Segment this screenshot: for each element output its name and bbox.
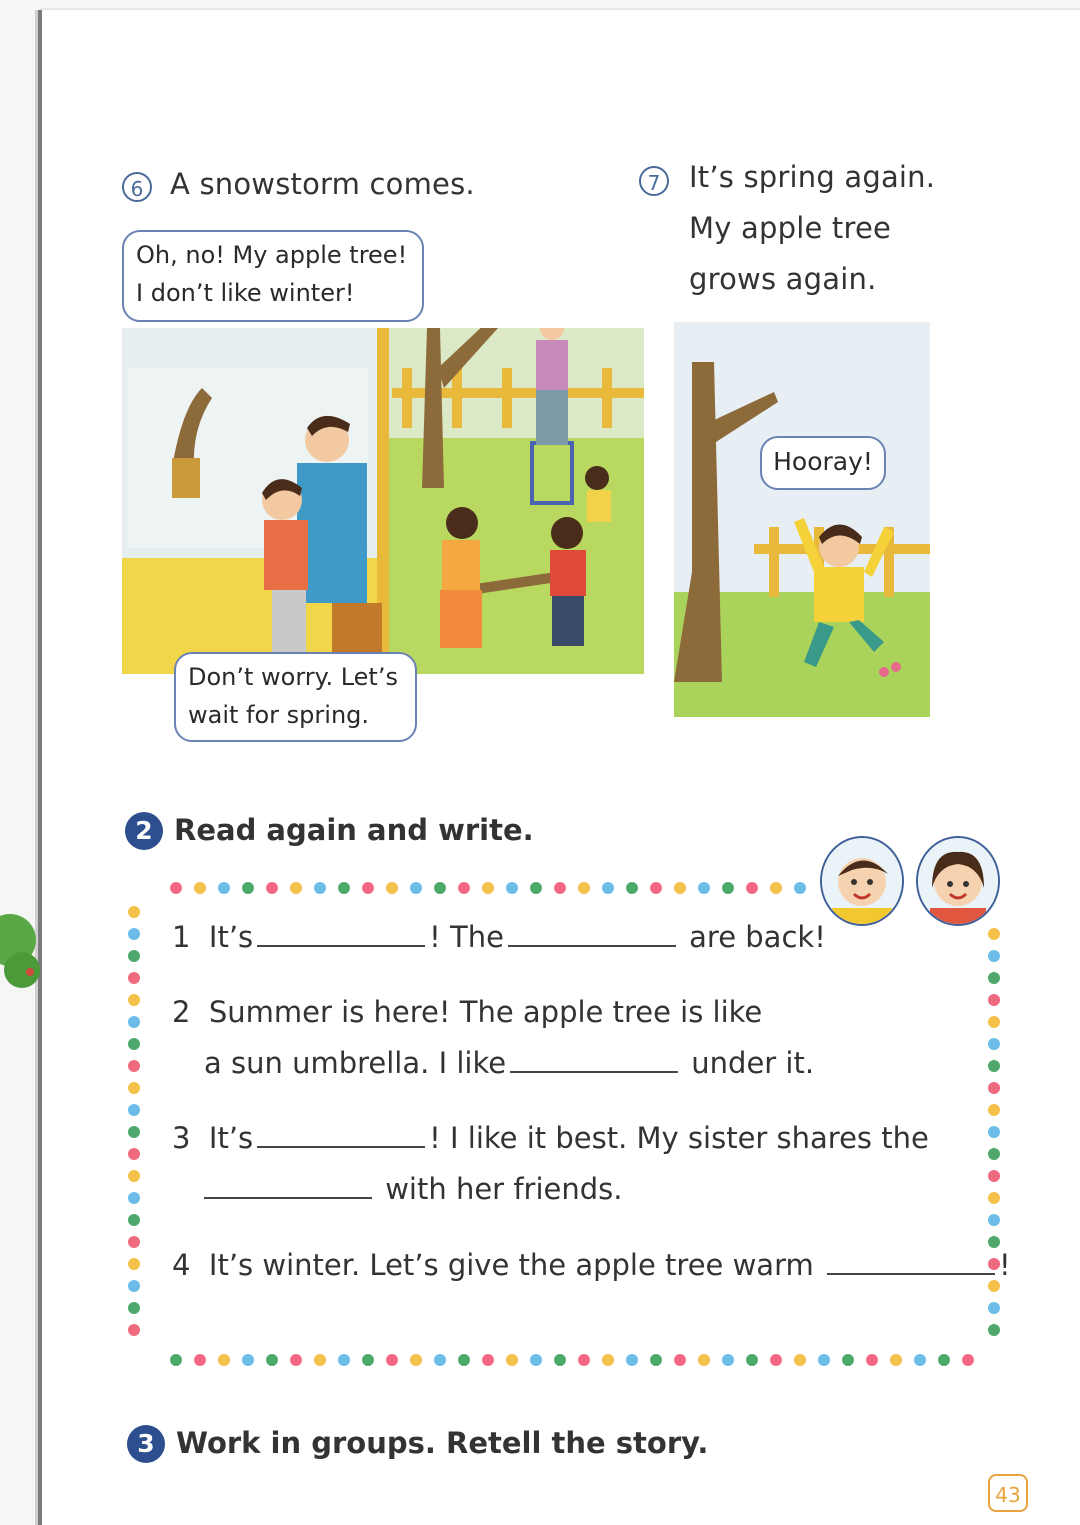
frame-dot [530,882,542,894]
frame-dot [338,1354,350,1366]
frame-dot [698,882,710,894]
item-4-blank[interactable] [827,1249,995,1275]
item-2-number: 2 [172,995,191,1029]
frame-dot [746,882,758,894]
item-3-blank-2[interactable] [204,1173,372,1199]
frame-dot [988,972,1000,984]
panel-6-caption: A snowstorm comes. [170,167,475,201]
frame-dot [650,882,662,894]
frame-dot [770,882,782,894]
frame-dot [626,882,638,894]
frame-dot [794,1354,806,1366]
frame-dot [988,1038,1000,1050]
frame-dot [988,1104,1000,1116]
item-3-number: 3 [172,1121,191,1155]
frame-dot [386,882,398,894]
frame-dot [962,1354,974,1366]
frame-dot [938,1354,950,1366]
frame-dot [194,882,206,894]
frame-dot [128,1060,140,1072]
frame-dot [242,1354,254,1366]
item-1-number: 1 [172,920,191,954]
frame-dot [128,1170,140,1182]
frame-dot [386,1354,398,1366]
frame-dot [674,882,686,894]
frame-dot [554,882,566,894]
item-2-blank[interactable] [510,1047,678,1073]
frame-dot [266,882,278,894]
frame-dot [988,1214,1000,1226]
panel-7-number: 7 [639,166,669,196]
frame-dot [266,1354,278,1366]
speech-bubble-father [174,652,417,742]
frame-dot [578,1354,590,1366]
frame-dot [458,1354,470,1366]
frame-dot [128,1302,140,1314]
frame-dot [988,1192,1000,1204]
frame-dot [482,882,494,894]
item-3-blank-1[interactable] [257,1122,425,1148]
panel-6-number: 6 [122,172,152,202]
item-2-text-b: under it. [691,1046,815,1080]
speech-bubble-boy-line-1: Oh, no! My apple tree! [136,241,408,269]
speech-bubble-hooray: Hooray! [760,436,886,490]
girl-face-icon [918,838,998,924]
frame-dot [128,1104,140,1116]
boy-avatar [820,836,904,926]
frame-dot [554,1354,566,1366]
frame-dot [530,1354,542,1366]
frame-dot [290,882,302,894]
frame-dot [458,882,470,894]
tree-edge-decoration [0,900,40,1010]
spring-scene-drawing [674,322,930,717]
frame-dot [988,994,1000,1006]
frame-dot [128,1214,140,1226]
frame-dot [338,882,350,894]
frame-dot [578,882,590,894]
panel-7-caption-line-2: My apple tree [689,211,892,245]
frame-dot [170,1354,182,1366]
exercise-item-3-line-1 [172,1121,929,1155]
item-2-text-line-1: Summer is here! The apple tree is like [208,995,763,1029]
speech-bubble-father-line-2: wait for spring. [188,701,370,729]
frame-dot [988,1236,1000,1248]
frame-dot [602,1354,614,1366]
frame-dot [128,1082,140,1094]
item-3-text-b: ! I like it best. My sister shares the [429,1121,929,1155]
frame-dot [818,1354,830,1366]
item-4-text-a: It’s winter. Let’s give the apple tree warm [208,1248,814,1282]
frame-dot [128,1148,140,1160]
panel-7-caption-line-1: It’s spring again. [689,160,936,194]
frame-dot [128,1192,140,1204]
frame-dot [988,1016,1000,1028]
frame-dot [988,1170,1000,1182]
panel-7-caption-line-3: grows again. [689,262,877,296]
activity-3-title: Work in groups. Retell the story. [176,1426,709,1460]
frame-dot [128,906,140,918]
frame-dot [314,1354,326,1366]
frame-dot [482,1354,494,1366]
frame-dot [988,1324,1000,1336]
frame-dot [128,972,140,984]
spring-illustration [674,322,930,717]
frame-dot [242,882,254,894]
frame-dot [128,1324,140,1336]
item-3-text-c: with her friends. [385,1172,623,1206]
snowstorm-scene-drawing [122,328,644,674]
frame-dot [128,928,140,940]
frame-dot [128,1038,140,1050]
snowstorm-illustration [122,328,644,674]
item-3-text-a: It’s [208,1121,254,1155]
frame-dot [290,1354,302,1366]
exercise-item-2-line-2 [204,1046,814,1080]
frame-dot [128,950,140,962]
frame-dot [194,1354,206,1366]
exercise-item-2-line-1 [172,995,762,1029]
frame-dot [434,1354,446,1366]
textbook-page [42,10,1080,1525]
frame-dot [170,882,182,894]
frame-dot [218,882,230,894]
frame-dot [128,1258,140,1270]
frame-dot [434,882,446,894]
speech-bubble-father-line-1: Don’t worry. Let’s [188,663,398,691]
activity-3-badge: 3 [127,1425,165,1463]
frame-dot [626,1354,638,1366]
frame-dot [674,1354,686,1366]
frame-dot [746,1354,758,1366]
frame-dot [128,1280,140,1292]
frame-dot [128,1236,140,1248]
frame-dot [988,928,1000,940]
frame-dot [988,950,1000,962]
exercise-item-3-line-2 [204,1172,622,1206]
frame-dot [914,1354,926,1366]
frame-dot [410,1354,422,1366]
frame-dot [506,882,518,894]
frame-dot [722,882,734,894]
item-1-text-c: are back! [689,920,826,954]
frame-dot [890,1354,902,1366]
frame-dot [362,882,374,894]
frame-dot [314,882,326,894]
frame-dot [698,1354,710,1366]
item-4-number: 4 [172,1248,191,1282]
item-4-text-b: ! [998,1248,1011,1282]
speech-bubble-boy-line-2: I don’t like winter! [136,279,355,307]
frame-dot [988,1148,1000,1160]
frame-dot [988,1060,1000,1072]
frame-dot [650,1354,662,1366]
boy-face-icon [822,838,902,924]
frame-dot [128,994,140,1006]
girl-avatar [916,836,1000,926]
frame-dot [722,1354,734,1366]
item-1-blank-1[interactable] [257,921,425,947]
frame-dot [506,1354,518,1366]
activity-2-badge: 2 [125,812,163,850]
exercise-item-1 [172,920,826,954]
frame-dot [842,1354,854,1366]
frame-dot [128,1126,140,1138]
frame-dot [988,1082,1000,1094]
item-2-text-a: a sun umbrella. I like [204,1046,507,1080]
item-1-text-b: ! The [429,920,504,954]
frame-dot [794,882,806,894]
frame-dot [362,1354,374,1366]
frame-dot [410,882,422,894]
page-number: 43 [988,1474,1028,1512]
frame-dot [128,1016,140,1028]
frame-dot [602,882,614,894]
frame-dot [988,1302,1000,1314]
frame-dot [770,1354,782,1366]
speech-bubble-boy [122,230,424,322]
frame-dot [988,1126,1000,1138]
exercise-item-4 [172,1248,1011,1282]
item-1-text-a: It’s [208,920,254,954]
activity-2-title: Read again and write. [174,813,534,847]
frame-dot [866,1354,878,1366]
frame-dot [218,1354,230,1366]
item-1-blank-2[interactable] [508,921,676,947]
